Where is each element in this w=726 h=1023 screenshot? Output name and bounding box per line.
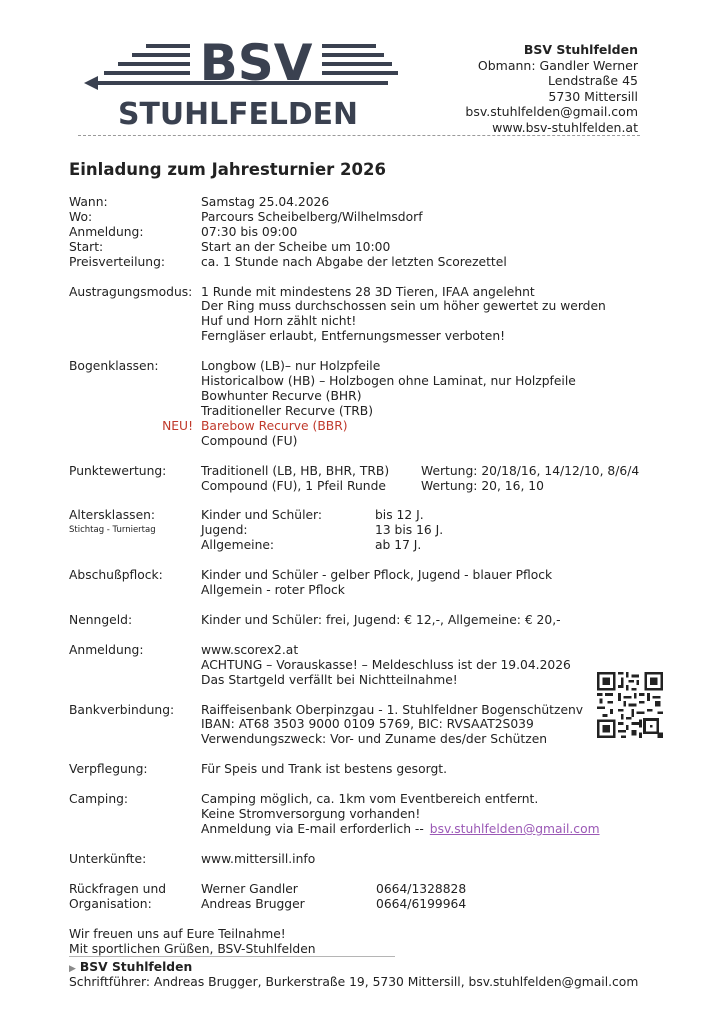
footer-divider <box>69 956 395 957</box>
logo-text-bsv: BSV <box>199 36 313 92</box>
punkte-row <box>69 464 669 479</box>
info-row-start <box>69 240 669 255</box>
anmeldung-line: ACHTUNG – Vorauskasse! – Meldeschluss ist der 19.04.2026 <box>201 657 571 672</box>
alter-klasse: Jugend: <box>201 523 248 538</box>
punkte-klasse: Compound (FU), 1 Pfeil Runde <box>201 478 386 493</box>
bank-row <box>69 703 669 718</box>
camping-line: Keine Stromversorgung vorhanden! <box>201 807 421 822</box>
punkte-wertung: Wertung: 20/18/16, 14/12/10, 8/6/4 <box>421 463 640 478</box>
punkte-klasse: Traditionell (LB, HB, BHR, TRB) <box>201 463 390 478</box>
alter-value: 13 bis 16 J. <box>375 523 444 538</box>
label: Camping: <box>69 792 129 807</box>
alter-row <box>69 538 669 553</box>
page-title: Einladung zum Jahresturnier 2026 <box>69 160 386 179</box>
anmeldung-row <box>69 643 669 658</box>
kontakt-name: Werner Gandler <box>201 881 298 896</box>
label: Anmeldung: <box>69 642 144 657</box>
bogen-class: Bowhunter Recurve (BHR) <box>201 388 362 403</box>
modus-line: 1 Runde mit mindestens 28 3D Tieren, IFAA angelehnt <box>201 284 535 299</box>
alter-klasse: Allgemeine: <box>201 538 275 553</box>
value: ca. 1 Stunde nach Abgabe der letzten Scorezettel <box>201 254 507 269</box>
bogen-class: Historicalbow (HB) – Holzbogen ohne Laminat, nur Holzpfeile <box>201 374 576 389</box>
modus-line: Huf und Horn zählt nicht! <box>201 314 357 329</box>
alter-row <box>69 508 669 523</box>
bank-line: Verwendungszweck: Vor- und Zuname des/der Schützen <box>201 732 548 747</box>
closing-line: Wir freuen uns auf Eure Teilnahme! <box>69 926 286 941</box>
footer-org-name: BSV Stuhlfelden <box>79 960 193 974</box>
bank-row <box>69 732 669 747</box>
label: Punktewertung: <box>69 463 167 478</box>
contact-email[interactable]: bsv.stuhlfelden@gmail.com <box>465 104 638 119</box>
bank-line: IBAN: AT68 3503 9000 0109 5769, BIC: RVSAAT2S039 <box>201 717 534 732</box>
verpflegung-value: Für Speis und Trank ist bestens gesorgt. <box>201 762 447 777</box>
nenngeld-value: Kinder und Schüler: frei, Jugend: € 12,-, Allgemeine: € 20,- <box>201 612 561 627</box>
info-row-wo <box>69 210 669 225</box>
kontakt-name: Andreas Brugger <box>201 896 305 911</box>
modus-section <box>69 285 669 345</box>
bogen-row-new <box>69 419 669 434</box>
contact-website[interactable]: www.bsv-stuhlfelden.at <box>492 119 638 135</box>
label: Verpflegung: <box>69 762 148 777</box>
alter-klasse: Kinder und Schüler: <box>201 508 323 523</box>
bogen-class: Traditioneller Recurve (TRB) <box>201 403 374 418</box>
new-badge: NEU! <box>162 418 193 433</box>
value: 07:30 bis 09:00 <box>201 224 298 239</box>
camping-line: Camping möglich, ca. 1km vom Eventbereich entfernt. <box>201 792 539 807</box>
bogen-row <box>69 389 669 404</box>
anmeldung-line: Das Startgeld verfällt bei Nichtteilnahme! <box>201 672 458 687</box>
unterkunft-row <box>69 852 669 867</box>
label: Unterkünfte: <box>69 851 147 866</box>
camping-row <box>69 822 669 837</box>
unterkunft-url[interactable]: www.mittersill.info <box>201 851 316 866</box>
label: Nenngeld: <box>69 612 133 627</box>
value: Samstag 25.04.2026 <box>201 195 330 209</box>
nenngeld-row <box>69 613 669 628</box>
bank-line: Raiffeisenbank Oberpinzgau - 1. Stuhlfeldner Bogenschützenv <box>201 702 584 717</box>
label: Start: <box>69 239 104 254</box>
bogen-class: Compound (FU) <box>201 433 298 448</box>
qr-code <box>597 672 663 738</box>
alter-value: ab 17 J. <box>375 538 422 553</box>
header-divider <box>78 135 640 136</box>
pflock-line: Allgemein - roter Pflock <box>201 583 345 598</box>
bogen-row <box>69 404 669 419</box>
anmeldung-row <box>69 673 669 688</box>
triangle-right-icon: ▶ <box>69 964 76 974</box>
bogen-class-new: Barebow Recurve (BBR) <box>201 418 348 433</box>
closing-line: Mit sportlichen Grüßen, BSV-Stuhlfelden <box>69 941 316 956</box>
footer-org <box>69 960 192 974</box>
stichtag-note: Stichtag - Turniertag <box>69 525 156 536</box>
kontakt-phone: 0664/6199964 <box>376 896 467 911</box>
label: Organisation: <box>69 896 152 911</box>
modus-line: Der Ring muss durchschossen sein um höher gewertet zu werden <box>201 299 606 314</box>
camping-email-link[interactable]: bsv.stuhlfelden@gmail.com <box>429 822 600 836</box>
anmeldung-row <box>69 658 669 673</box>
value: Start an der Scheibe um 10:00 <box>201 239 391 254</box>
logo-text-stuhlfelden: STUHLFELDEN <box>118 97 358 132</box>
bank-row <box>69 717 669 732</box>
punkte-row <box>69 479 669 494</box>
info-row-preis <box>69 255 669 270</box>
pflock-row <box>69 583 669 598</box>
verpflegung-row <box>69 762 669 777</box>
bogen-row <box>69 434 669 449</box>
alter-row <box>69 523 669 538</box>
document-body <box>69 195 669 956</box>
bogen-class: Longbow (LB)– nur Holzpfeile <box>201 359 381 374</box>
footer-address: Schriftführer: Andreas Brugger, Burkerstraße 19, 5730 Mittersill, bsv.stuhlfelden@gmail.com <box>69 975 639 989</box>
label: Preisverteilung: <box>69 254 166 269</box>
camping-row <box>69 792 669 807</box>
label: Rückfragen und <box>69 881 167 896</box>
contact-line: 5730 Mittersill <box>548 88 638 104</box>
label: Bankverbindung: <box>69 702 175 717</box>
camping-line: Anmeldung via E-mail erforderlich -- <box>201 822 424 836</box>
contact-block <box>465 42 638 135</box>
value: Parcours Scheibelberg/Wilhelmsdorf <box>201 209 423 224</box>
bogen-row <box>69 374 669 389</box>
pflock-row <box>69 568 669 583</box>
label: Wo: <box>69 209 93 224</box>
bsv-logo <box>84 36 400 136</box>
anmeldung-url[interactable]: www.scorex2.at <box>201 642 299 657</box>
kontakt-row <box>69 897 669 912</box>
info-row-wann <box>69 195 669 210</box>
label: Altersklassen: <box>69 508 156 523</box>
kontakt-phone: 0664/1328828 <box>376 881 467 896</box>
label: Anmeldung: <box>69 224 144 239</box>
contact-org: BSV Stuhlfelden <box>523 42 638 57</box>
pflock-line: Kinder und Schüler - gelber Pflock, Jugend - blauer Pflock <box>201 568 553 583</box>
contact-line: Lendstraße 45 <box>548 73 638 88</box>
modus-line: Ferngläser erlaubt, Entfernungsmesser verboten! <box>201 329 506 344</box>
bogen-row <box>69 359 669 374</box>
camping-row <box>69 807 669 822</box>
label: Austragungsmodus: <box>69 284 193 299</box>
contact-line: Obmann: Gandler Werner <box>477 57 638 73</box>
info-row-anmeldung <box>69 225 669 240</box>
label: Bogenklassen: <box>69 359 159 374</box>
label: Wann: <box>69 195 108 209</box>
kontakt-row <box>69 882 669 897</box>
punkte-wertung: Wertung: 20, 16, 10 <box>421 478 544 493</box>
label: Abschußpflock: <box>69 568 163 583</box>
alter-value: bis 12 J. <box>375 508 424 523</box>
